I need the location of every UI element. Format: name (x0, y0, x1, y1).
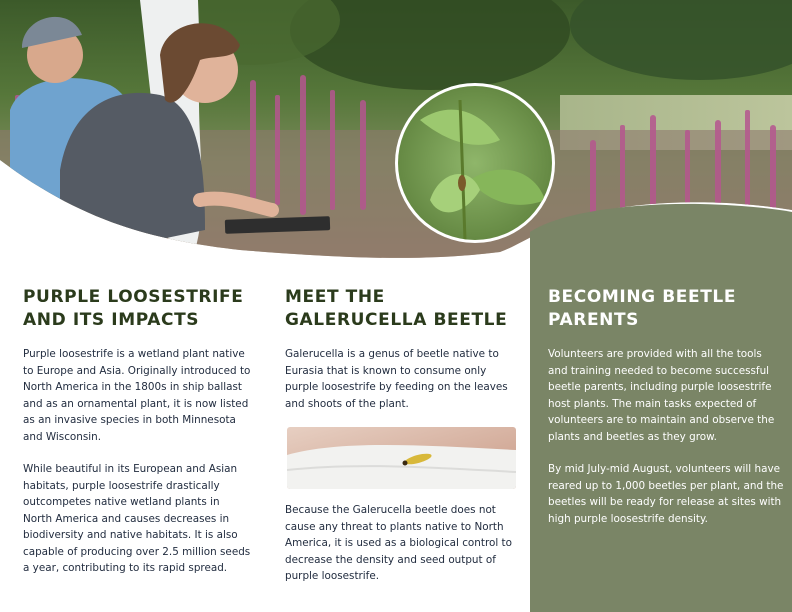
column-3-paragraph-1: Volunteers are provided with all the tools and training needed to become successful beetle parents, including purple loosestrife host plants. The main tasks expected of volunteers are to maintain and observe the plants and beetles as they grow. (548, 348, 775, 443)
column-2-title-line-2: GALERUCELLA BEETLE (285, 310, 508, 330)
column-3-title-line-2: PARENTS (548, 310, 640, 330)
column-2-paragraph-1: Galerucella is a genus of beetle native to Eurasia that is known to consume only purple loosestrife by feeding on the leaves and shoots of the plant. (285, 348, 508, 410)
column-3-title-line-1: BECOMING BEETLE (548, 287, 737, 307)
beetle-on-hand-photo (287, 427, 516, 489)
column-1-title-line-1: PURPLE LOOSESTRIFE (23, 287, 244, 307)
column-3-title (548, 286, 778, 332)
column-1-paragraph-2: While beautiful in its European and Asian habitats, purple loosestrife drastically outcompetes native wetland plants in North America and causes decreases in biodiversity and native habitats. It is also capable of producing over 2.5 million seeds a year, contributing to its rapid spread. (23, 463, 251, 574)
column-1-paragraph-1: Purple loosestrife is a wetland plant native to Europe and Asia. Originally introduced to North America in the 1800s in ship ballast and as an ornamental plant, it is now listed as an invasive species in both Minnesota and Wisconsin. (23, 348, 251, 443)
column-3-paragraph-2: By mid July-mid August, volunteers will have reared up to 1,000 beetles per plant, and the beetles will be ready for release at sites with high purple loosestrife density. (548, 463, 784, 525)
column-1-title (23, 286, 263, 332)
column-2-paragraph-2: Because the Galerucella beetle does not cause any threat to plants native to North America, it is used as a biological control to decrease the density and seed output of purple loosestrife. (285, 504, 512, 582)
column-1-title-line-2: AND ITS IMPACTS (23, 310, 200, 330)
column-2-title-line-1: MEET THE (285, 287, 385, 307)
column-2-title (285, 286, 530, 332)
